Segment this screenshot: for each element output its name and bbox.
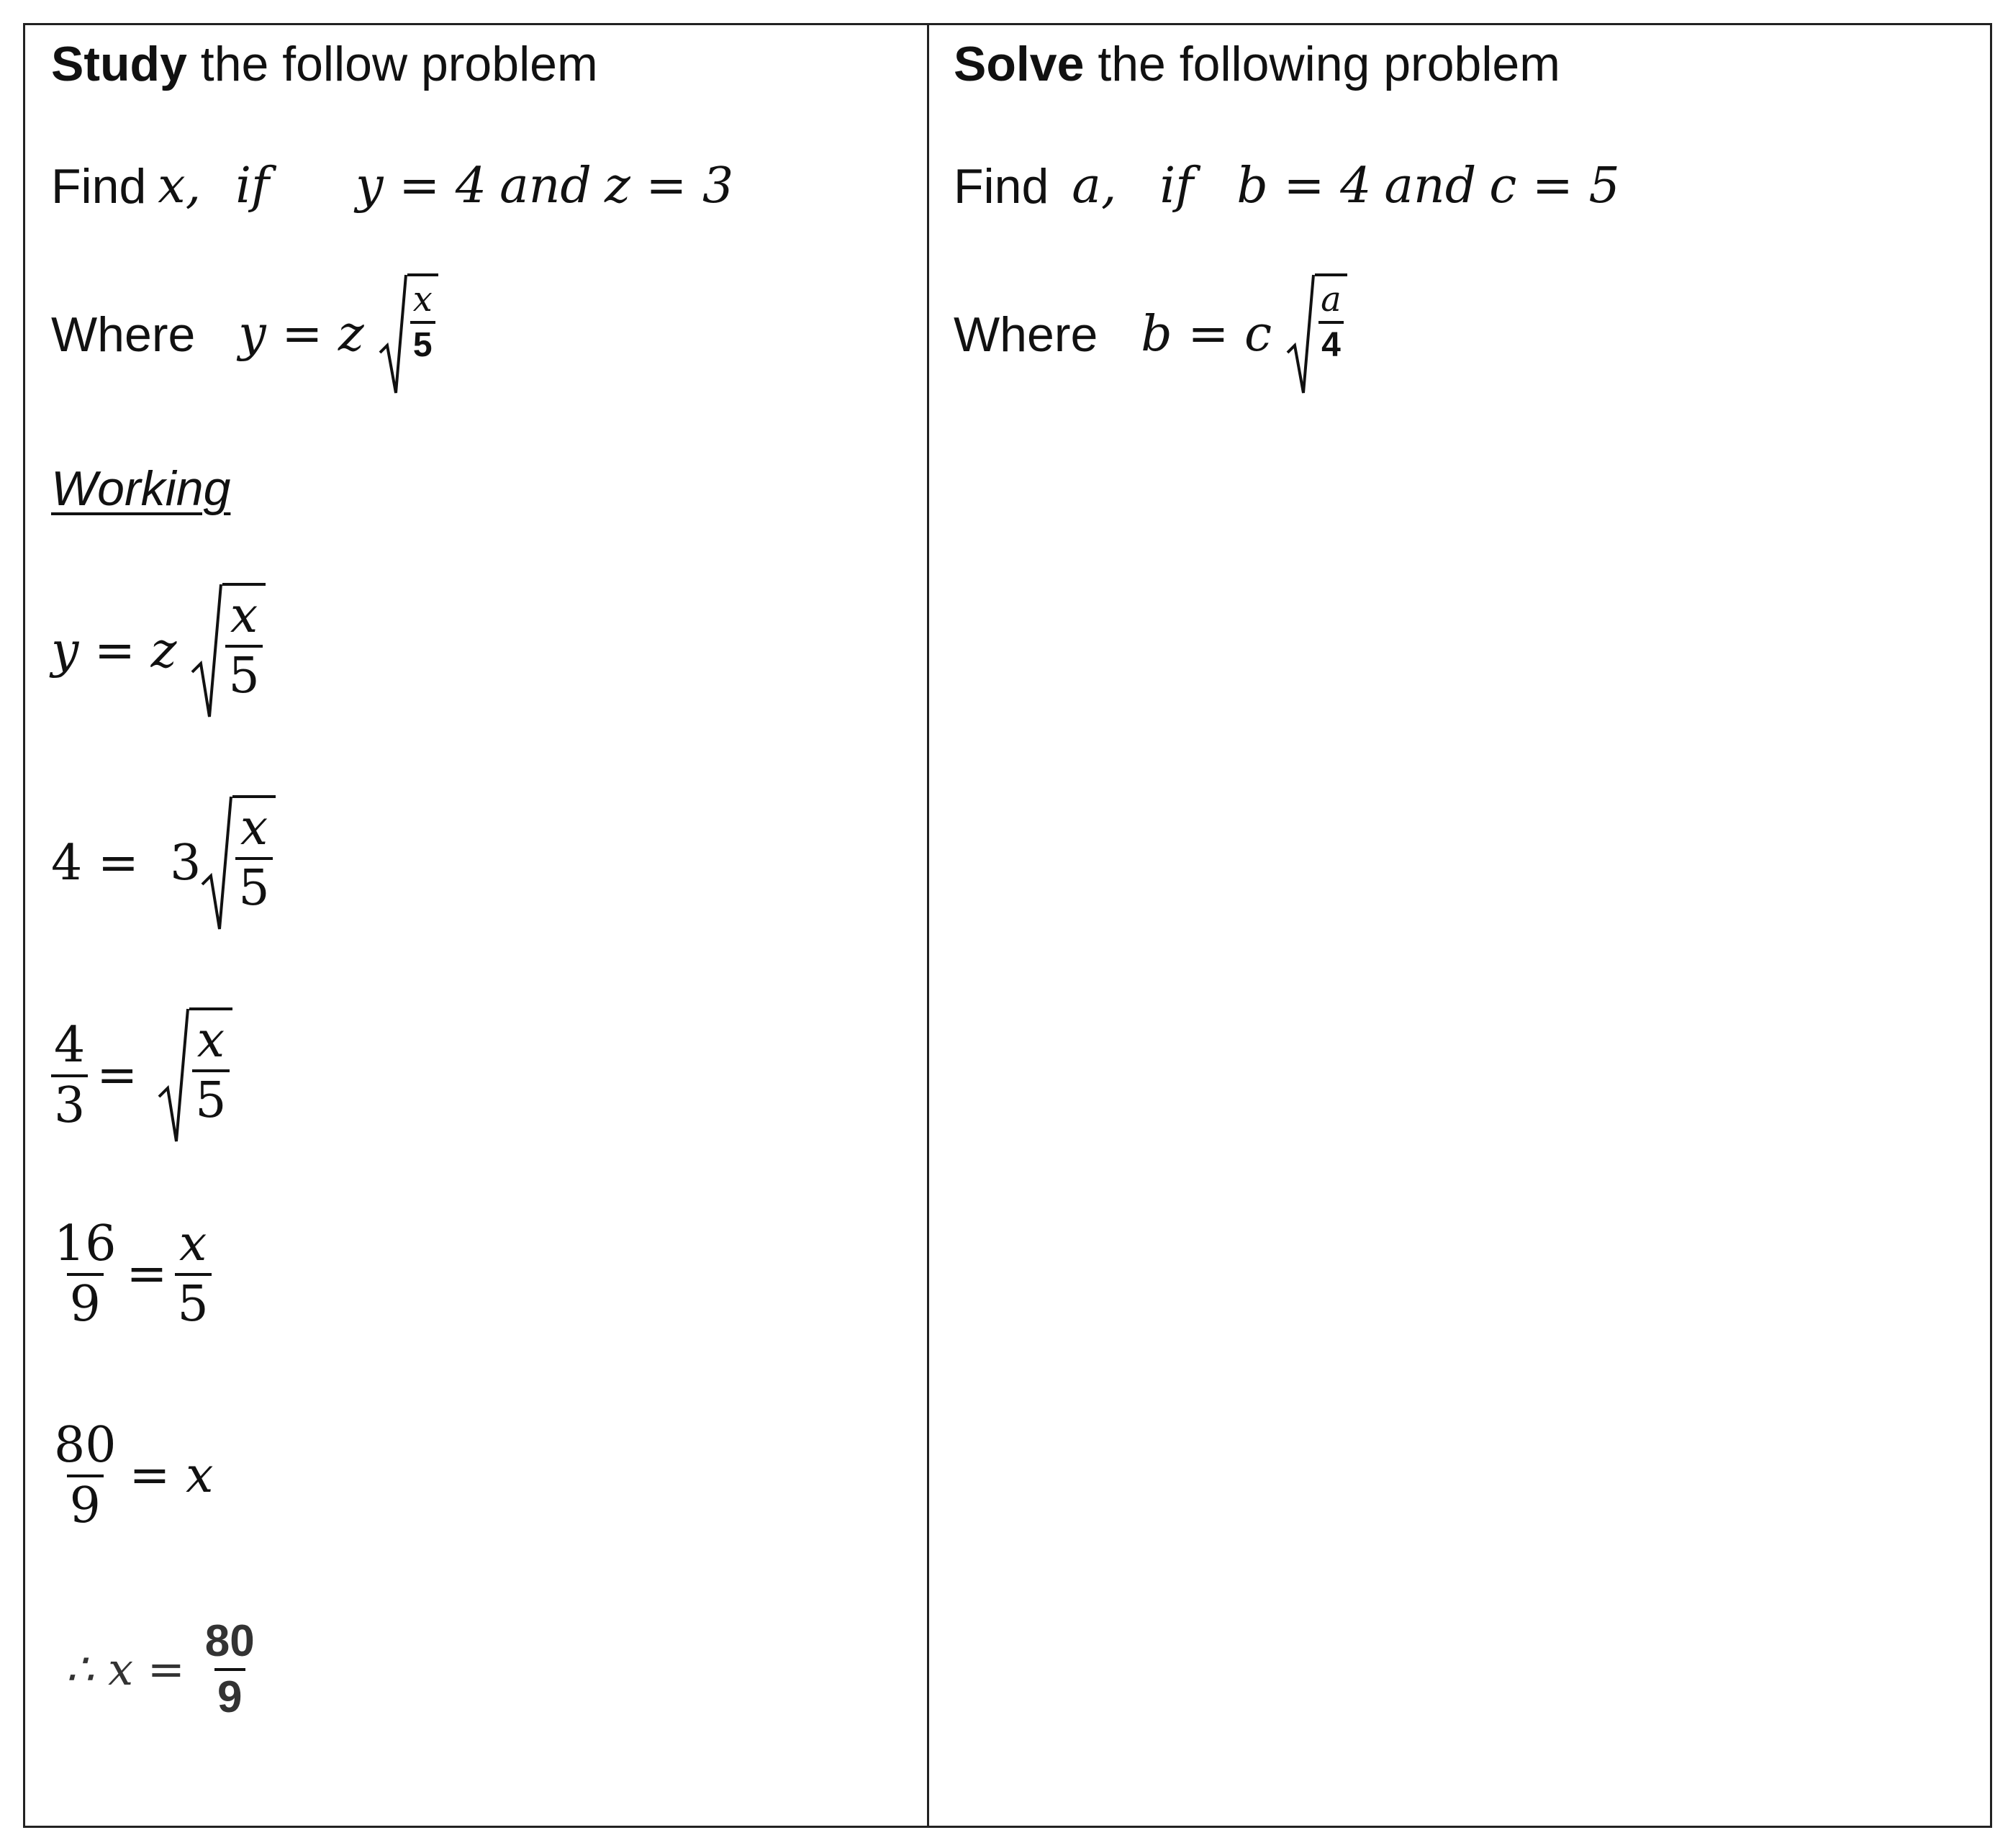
working-label: Working bbox=[51, 461, 231, 516]
step-3-lnum: 4 bbox=[54, 1017, 86, 1074]
right-find-and: and bbox=[1384, 158, 1477, 214]
step-6-lhs: ∴ x = bbox=[65, 1643, 185, 1695]
step-2 bbox=[51, 795, 276, 932]
left-where-label: Where bbox=[51, 307, 196, 362]
right-find-label: Find bbox=[954, 159, 1049, 214]
step-1-lhs: y = z bbox=[51, 622, 177, 679]
column-divider bbox=[927, 25, 929, 1826]
step-4-lden: 9 bbox=[67, 1273, 104, 1329]
step-3-sqrt bbox=[158, 1007, 232, 1144]
step-6-num: 80 bbox=[204, 1616, 255, 1666]
step-6 bbox=[65, 1616, 258, 1722]
step-3-num: x bbox=[196, 1012, 225, 1069]
left-find-eq2: z = 3 bbox=[604, 158, 734, 214]
left-find-if: if bbox=[235, 158, 270, 214]
left-heading-bold: Study bbox=[51, 37, 187, 91]
right-heading bbox=[954, 37, 1560, 91]
step-1-den: 5 bbox=[225, 645, 262, 701]
step-2-sqrt bbox=[201, 795, 275, 932]
left-find-and: and bbox=[499, 158, 592, 214]
step-4-lnum: 16 bbox=[54, 1215, 117, 1272]
right-find-var: a, bbox=[1072, 158, 1117, 214]
right-find-line bbox=[954, 158, 1620, 214]
sqrt-icon bbox=[158, 1007, 189, 1144]
right-find-if: if bbox=[1159, 158, 1194, 214]
right-heading-rest: the following problem bbox=[1084, 37, 1560, 91]
right-where-lhs: b = c bbox=[1141, 306, 1272, 363]
step-5-lnum: 80 bbox=[54, 1417, 117, 1474]
right-find-eq1: b = 4 bbox=[1236, 158, 1372, 214]
left-where-den: 5 bbox=[410, 321, 435, 363]
right-where-label: Where bbox=[954, 307, 1098, 362]
step-5 bbox=[51, 1417, 214, 1534]
step-1 bbox=[51, 583, 266, 720]
right-where-den: 4 bbox=[1318, 321, 1344, 363]
left-where-num: x bbox=[412, 279, 433, 320]
step-6-den: 9 bbox=[214, 1668, 245, 1720]
left-where-sqrt bbox=[379, 273, 438, 396]
left-find-line bbox=[51, 158, 734, 214]
step-5-rhs: = x bbox=[129, 1447, 214, 1504]
right-where-sqrt bbox=[1286, 273, 1347, 396]
step-4-rnum: x bbox=[178, 1215, 207, 1272]
step-1-sqrt bbox=[191, 583, 265, 720]
step-1-num: x bbox=[230, 587, 258, 644]
left-find-var: x, bbox=[158, 158, 202, 214]
sqrt-icon bbox=[1286, 273, 1315, 396]
step-3 bbox=[51, 1007, 232, 1144]
left-where-line bbox=[51, 273, 438, 396]
step-2-num: x bbox=[240, 800, 268, 856]
problem-table bbox=[23, 23, 1992, 1828]
step-3-den: 5 bbox=[192, 1069, 229, 1125]
left-find-eq1: y = 4 bbox=[356, 158, 487, 214]
step-3-lden: 3 bbox=[51, 1074, 88, 1131]
step-4-eq: = bbox=[126, 1246, 168, 1303]
right-where-num: a bbox=[1321, 279, 1342, 320]
left-find-label: Find bbox=[51, 159, 147, 214]
left-heading bbox=[51, 37, 598, 91]
step-5-lden: 9 bbox=[67, 1475, 104, 1531]
sqrt-icon bbox=[379, 273, 407, 396]
left-where-lhs: y = z bbox=[238, 306, 364, 363]
left-heading-rest: the follow problem bbox=[186, 37, 598, 91]
working-label-line bbox=[51, 461, 231, 516]
step-2-den: 5 bbox=[235, 857, 272, 913]
step-4-rden: 5 bbox=[175, 1273, 212, 1329]
step-3-eq: = bbox=[96, 1047, 138, 1104]
right-where-line bbox=[954, 273, 1347, 396]
sqrt-icon bbox=[201, 795, 232, 932]
sqrt-icon bbox=[191, 583, 222, 720]
step-4 bbox=[51, 1215, 212, 1333]
right-heading-bold: Solve bbox=[954, 37, 1085, 91]
step-2-lhs: 4 = 3 bbox=[51, 835, 202, 892]
right-find-eq2: c = 5 bbox=[1489, 158, 1620, 214]
